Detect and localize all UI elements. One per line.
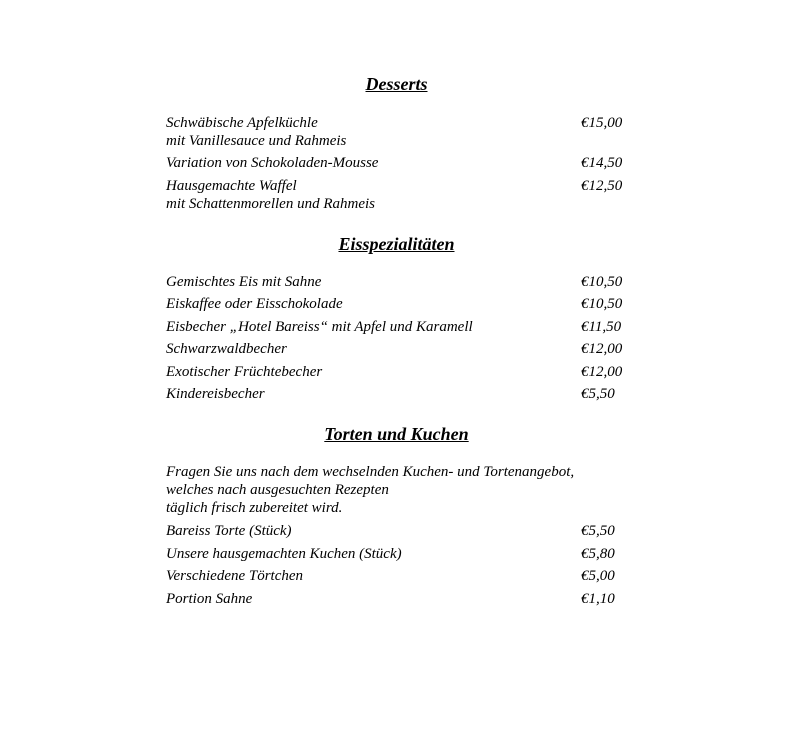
menu-item (166, 590, 636, 608)
menu-item (166, 363, 636, 381)
item-description: mit Vanillesauce und Rahmeis (166, 133, 347, 149)
item-name: Eisbecher „Hotel Bareiss“ mit Apfel und Karamell (166, 319, 473, 335)
item-price: €14,50 (581, 155, 623, 171)
note-line: täglich frisch zubereitet wird. (166, 500, 343, 516)
item-price: €12,00 (581, 341, 623, 357)
item-price: €5,50 (581, 386, 615, 402)
note-line: Fragen Sie uns nach dem wechselnden Kuchen- und Tortenangebot, (166, 464, 575, 480)
menu-item (166, 385, 636, 403)
section-title-eisspezialitaeten: Eisspezialitäten (338, 234, 455, 254)
menu-item (166, 340, 636, 358)
item-name: Kindereisbecher (166, 386, 265, 402)
item-name: Unsere hausgemachten Kuchen (Stück) (166, 546, 402, 562)
item-price: €12,50 (581, 178, 623, 194)
menu-item (166, 567, 636, 585)
item-price: €10,50 (581, 296, 623, 312)
menu-item (166, 522, 636, 540)
item-name: Schwarzwaldbecher (166, 341, 287, 357)
menu-item (166, 295, 636, 313)
item-price: €5,50 (581, 523, 615, 539)
menu-item (166, 154, 636, 172)
item-price: €5,00 (581, 568, 615, 584)
item-name: Bareiss Torte (Stück) (166, 523, 292, 539)
menu-item (166, 318, 636, 336)
section-title-desserts: Desserts (365, 74, 428, 94)
section-note (166, 463, 636, 517)
item-name: Schwäbische Apfelküchle (166, 115, 318, 131)
item-name: Gemischtes Eis mit Sahne (166, 274, 322, 290)
item-name: Eiskaffee oder Eisschokolade (166, 296, 343, 312)
item-price: €12,00 (581, 364, 623, 380)
note-line: welches nach ausgesuchten Rezepten (166, 482, 389, 498)
menu-item (166, 177, 636, 213)
item-description: mit Schattenmorellen und Rahmeis (166, 196, 375, 212)
item-name: Hausgemachte Waffel (166, 178, 297, 194)
menu-item (166, 273, 636, 291)
section-title-torten-und-kuchen: Torten und Kuchen (324, 424, 469, 444)
item-name: Portion Sahne (166, 591, 253, 607)
item-price: €1,10 (581, 591, 615, 607)
menu-item (166, 545, 636, 563)
menu-item (166, 114, 636, 150)
item-price: €10,50 (581, 274, 623, 290)
item-name: Verschiedene Törtchen (166, 568, 304, 584)
item-price: €11,50 (581, 319, 622, 335)
item-price: €5,80 (581, 546, 615, 562)
item-name: Exotischer Früchtebecher (166, 364, 323, 380)
item-name: Variation von Schokoladen-Mousse (166, 155, 379, 171)
item-price: €15,00 (581, 115, 623, 131)
